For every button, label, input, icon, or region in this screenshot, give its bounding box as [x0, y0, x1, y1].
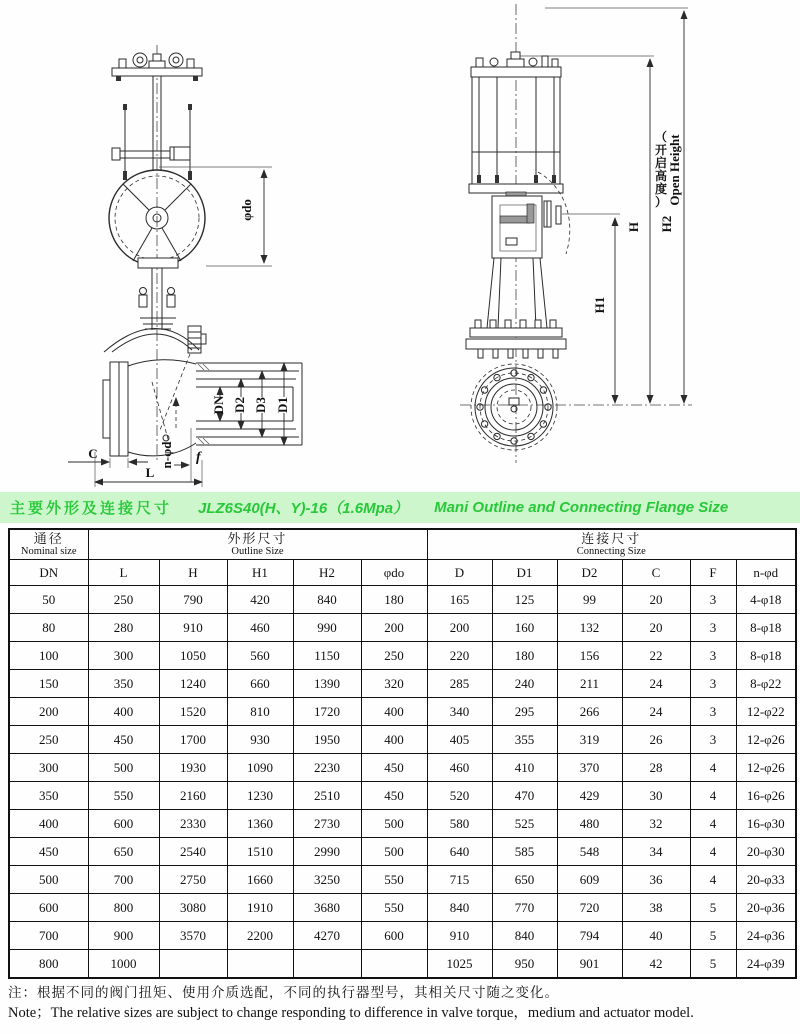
table-cell: 2750: [159, 866, 227, 894]
table-cell: 100: [9, 642, 88, 670]
col-header-dn: DN: [9, 560, 88, 586]
column-header-row: [9, 560, 796, 586]
table-cell: 900: [88, 922, 159, 950]
table-cell: 200: [9, 698, 88, 726]
title-bar: [0, 492, 800, 523]
table-cell: 2510: [293, 782, 361, 810]
table-row: [9, 810, 796, 838]
table-cell: 160: [492, 614, 557, 642]
table-cell: 3: [690, 726, 736, 754]
group-header-row: [9, 529, 796, 560]
table-cell: 8-φ18: [736, 614, 796, 642]
table-cell: 840: [427, 894, 492, 922]
table-cell: 2330: [159, 810, 227, 838]
table-cell: 42: [622, 950, 690, 979]
table-cell: 500: [9, 866, 88, 894]
table-cell: 3080: [159, 894, 227, 922]
table-cell: 770: [492, 894, 557, 922]
table-cell: 20: [622, 614, 690, 642]
table-cell: 1090: [227, 754, 293, 782]
table-cell: 810: [227, 698, 293, 726]
table-row: [9, 726, 796, 754]
valve-drawings: [0, 0, 800, 492]
table-cell: 3250: [293, 866, 361, 894]
table-cell: 99: [557, 586, 622, 614]
table-cell: 24: [622, 670, 690, 698]
table-cell: 38: [622, 894, 690, 922]
table-cell: 240: [492, 670, 557, 698]
table-cell: 2730: [293, 810, 361, 838]
table-row: [9, 866, 796, 894]
table-cell: 720: [557, 894, 622, 922]
header-connecting-group: [427, 529, 796, 560]
table-cell: 1025: [427, 950, 492, 979]
table-cell: 550: [361, 866, 427, 894]
header-nominal-en: Nominal size: [20, 546, 77, 557]
table-cell: 5: [690, 894, 736, 922]
table-cell: 1930: [159, 754, 227, 782]
notes-block: [8, 983, 792, 1024]
table-cell: 156: [557, 642, 622, 670]
table-cell: [227, 950, 293, 979]
table-cell: 2200: [227, 922, 293, 950]
table-cell: 650: [492, 866, 557, 894]
table-cell: 1000: [88, 950, 159, 979]
table-row: [9, 922, 796, 950]
table-cell: 640: [427, 838, 492, 866]
table-cell: 3: [690, 586, 736, 614]
table-cell: 80: [9, 614, 88, 642]
dimension-table: [8, 528, 797, 979]
header-connecting-en: Connecting Size: [576, 546, 646, 557]
table-cell: 12-φ26: [736, 754, 796, 782]
header-outline-en: Outline Size: [231, 546, 284, 557]
dim-label-f: f: [196, 450, 201, 465]
table-cell: 550: [88, 782, 159, 810]
table-cell: 3680: [293, 894, 361, 922]
table-cell: 560: [227, 642, 293, 670]
table-cell: 8-φ18: [736, 642, 796, 670]
table-cell: 901: [557, 950, 622, 979]
handwheel-valve-drawing: [68, 45, 302, 487]
table-cell: 50: [9, 586, 88, 614]
dim-label-d2: D2: [231, 397, 247, 413]
table-cell: 211: [557, 670, 622, 698]
table-cell: 250: [361, 642, 427, 670]
table-cell: 548: [557, 838, 622, 866]
note-chinese: 注：根据不同的阀门扭矩、使用介质选配，不同的执行器型号，其相关尺寸随之变化。: [8, 985, 559, 1000]
dim-label-c: C: [88, 446, 98, 461]
col-header-h: H: [159, 560, 227, 586]
table-row: [9, 754, 796, 782]
table-cell: 950: [492, 950, 557, 979]
col-header-c: C: [622, 560, 690, 586]
table-cell: 20-φ33: [736, 866, 796, 894]
table-cell: 1660: [227, 866, 293, 894]
col-header-l: L: [88, 560, 159, 586]
table-cell: 300: [88, 642, 159, 670]
table-cell: 1150: [293, 642, 361, 670]
table-cell: [159, 950, 227, 979]
dim-label-dn: DN: [210, 395, 226, 415]
table-cell: 3: [690, 698, 736, 726]
open-height-cn-label: （开启高度）: [654, 130, 668, 209]
table-cell: 4: [690, 866, 736, 894]
table-cell: 3: [690, 642, 736, 670]
table-cell: 1360: [227, 810, 293, 838]
table-cell: 16-φ30: [736, 810, 796, 838]
table-cell: 220: [427, 642, 492, 670]
table-cell: 30: [622, 782, 690, 810]
table-cell: 410: [492, 754, 557, 782]
table-cell: 794: [557, 922, 622, 950]
col-header-d2: D2: [557, 560, 622, 586]
table-cell: 715: [427, 866, 492, 894]
table-cell: 266: [557, 698, 622, 726]
col-header-nphid: n-φd: [736, 560, 796, 586]
table-cell: 800: [88, 894, 159, 922]
table-cell: 600: [88, 810, 159, 838]
table-cell: 36: [622, 866, 690, 894]
table-cell: 180: [361, 586, 427, 614]
header-nominal-cn: 通径: [33, 531, 64, 546]
table-cell: 500: [361, 838, 427, 866]
table-cell: 165: [427, 586, 492, 614]
header-outline-group: [88, 529, 427, 560]
dim-label-h: H: [626, 221, 641, 233]
table-cell: 370: [557, 754, 622, 782]
table-cell: 400: [361, 726, 427, 754]
table-cell: 125: [492, 586, 557, 614]
table-cell: 132: [557, 614, 622, 642]
table-cell: 500: [361, 810, 427, 838]
table-cell: 1700: [159, 726, 227, 754]
table-cell: 4: [690, 754, 736, 782]
table-cell: 340: [427, 698, 492, 726]
table-cell: 4: [690, 782, 736, 810]
table-cell: 1390: [293, 670, 361, 698]
dim-label-d3: D3: [252, 397, 268, 413]
table-row: [9, 838, 796, 866]
table-row: [9, 894, 796, 922]
table-cell: 600: [361, 922, 427, 950]
title-english: Mani Outline and Connecting Flange Size: [434, 499, 729, 516]
table-cell: 700: [9, 922, 88, 950]
table-cell: 930: [227, 726, 293, 754]
table-body: [9, 586, 796, 979]
table-cell: 355: [492, 726, 557, 754]
table-cell: 12-φ22: [736, 698, 796, 726]
table-cell: 5: [690, 950, 736, 979]
table-cell: 1910: [227, 894, 293, 922]
table-cell: 580: [427, 810, 492, 838]
table-cell: 200: [427, 614, 492, 642]
table-cell: 4-φ18: [736, 586, 796, 614]
table-cell: 4270: [293, 922, 361, 950]
table-header: [9, 529, 796, 586]
table-cell: 1240: [159, 670, 227, 698]
col-header-d1: D1: [492, 560, 557, 586]
dim-label-h1: H1: [592, 296, 607, 314]
table-cell: 600: [9, 894, 88, 922]
table-cell: 4: [690, 838, 736, 866]
table-cell: 585: [492, 838, 557, 866]
table-cell: 26: [622, 726, 690, 754]
table-cell: 3570: [159, 922, 227, 950]
table-cell: [361, 950, 427, 979]
dim-label-d1: D1: [274, 397, 290, 413]
table-cell: 450: [361, 754, 427, 782]
table-cell: 3: [690, 614, 736, 642]
dim-label-phi-do: φdo: [239, 199, 254, 221]
table-cell: 1510: [227, 838, 293, 866]
table-cell: 500: [88, 754, 159, 782]
title-model-number: JLZ6S40(H、Y)-16（1.6Mpa）: [198, 500, 409, 517]
table-cell: 180: [492, 642, 557, 670]
table-cell: 1720: [293, 698, 361, 726]
table-cell: 400: [9, 810, 88, 838]
table-cell: 910: [427, 922, 492, 950]
flange-bolt-holes: [477, 370, 551, 444]
table-cell: 28: [622, 754, 690, 782]
table-cell: 20: [622, 586, 690, 614]
table-cell: 400: [361, 698, 427, 726]
table-row: [9, 782, 796, 810]
table-cell: 2540: [159, 838, 227, 866]
table-cell: 285: [427, 670, 492, 698]
header-connecting-cn: 连接尺寸: [581, 531, 642, 546]
table-cell: 480: [557, 810, 622, 838]
table-cell: 250: [9, 726, 88, 754]
table-row: [9, 614, 796, 642]
table-cell: 4: [690, 810, 736, 838]
header-nominal-size: [9, 529, 88, 560]
table-cell: 650: [88, 838, 159, 866]
title-chinese: 主要外形及连接尺寸: [10, 500, 173, 517]
dim-label-h2: H2: [659, 215, 674, 233]
table-cell: 350: [88, 670, 159, 698]
table-cell: 24-φ39: [736, 950, 796, 979]
table-cell: 250: [88, 586, 159, 614]
table-cell: 520: [427, 782, 492, 810]
table-cell: 200: [361, 614, 427, 642]
table-cell: 20-φ30: [736, 838, 796, 866]
table-cell: 40: [622, 922, 690, 950]
note-english: Note；The relative sizes are subject to change responding to difference in valve torque，medium and actuator model.: [8, 1005, 694, 1021]
table-row: [9, 698, 796, 726]
table-cell: 470: [492, 782, 557, 810]
dim-label-n-phi-d: n-φd: [159, 441, 174, 469]
table-cell: 2230: [293, 754, 361, 782]
open-height-en-label: Open Height: [667, 134, 682, 206]
table-cell: 840: [293, 586, 361, 614]
table-row: [9, 586, 796, 614]
col-header-d: D: [427, 560, 492, 586]
table-cell: 700: [88, 866, 159, 894]
table-cell: 460: [427, 754, 492, 782]
table-cell: 840: [492, 922, 557, 950]
table-cell: 22: [622, 642, 690, 670]
col-header-h2: H2: [293, 560, 361, 586]
table-cell: 609: [557, 866, 622, 894]
table-cell: 319: [557, 726, 622, 754]
table-cell: 660: [227, 670, 293, 698]
table-row: [9, 950, 796, 979]
table-cell: 2990: [293, 838, 361, 866]
table-cell: 34: [622, 838, 690, 866]
table-cell: 990: [293, 614, 361, 642]
table-cell: 400: [88, 698, 159, 726]
table-cell: 429: [557, 782, 622, 810]
pneumatic-valve-drawing: [460, 4, 692, 463]
table-cell: 3: [690, 670, 736, 698]
table-cell: 790: [159, 586, 227, 614]
col-header-h1: H1: [227, 560, 293, 586]
table-cell: 420: [227, 586, 293, 614]
table-cell: 1230: [227, 782, 293, 810]
table-cell: 5: [690, 922, 736, 950]
table-cell: 24-φ36: [736, 922, 796, 950]
table-row: [9, 670, 796, 698]
col-header-f: F: [690, 560, 736, 586]
table-cell: 350: [9, 782, 88, 810]
table-cell: 280: [88, 614, 159, 642]
table-cell: 295: [492, 698, 557, 726]
table-cell: 2160: [159, 782, 227, 810]
dim-label-l: L: [145, 465, 155, 480]
table-cell: 320: [361, 670, 427, 698]
header-outline-cn: 外形尺寸: [227, 531, 288, 546]
table-cell: 32: [622, 810, 690, 838]
table-cell: 450: [88, 726, 159, 754]
table-cell: 16-φ26: [736, 782, 796, 810]
table-cell: 1520: [159, 698, 227, 726]
table-cell: 450: [361, 782, 427, 810]
table-cell: 550: [361, 894, 427, 922]
table-cell: 800: [9, 950, 88, 979]
table-cell: 8-φ22: [736, 670, 796, 698]
table-cell: 460: [227, 614, 293, 642]
table-row: [9, 642, 796, 670]
table-cell: 910: [159, 614, 227, 642]
table-cell: 1950: [293, 726, 361, 754]
table-cell: 300: [9, 754, 88, 782]
table-cell: 525: [492, 810, 557, 838]
col-header-phido: φdo: [361, 560, 427, 586]
table-cell: 20-φ36: [736, 894, 796, 922]
table-cell: 24: [622, 698, 690, 726]
table-cell: 450: [9, 838, 88, 866]
table-cell: 150: [9, 670, 88, 698]
table-cell: [293, 950, 361, 979]
table-cell: 1050: [159, 642, 227, 670]
table-cell: 12-φ26: [736, 726, 796, 754]
table-cell: 405: [427, 726, 492, 754]
